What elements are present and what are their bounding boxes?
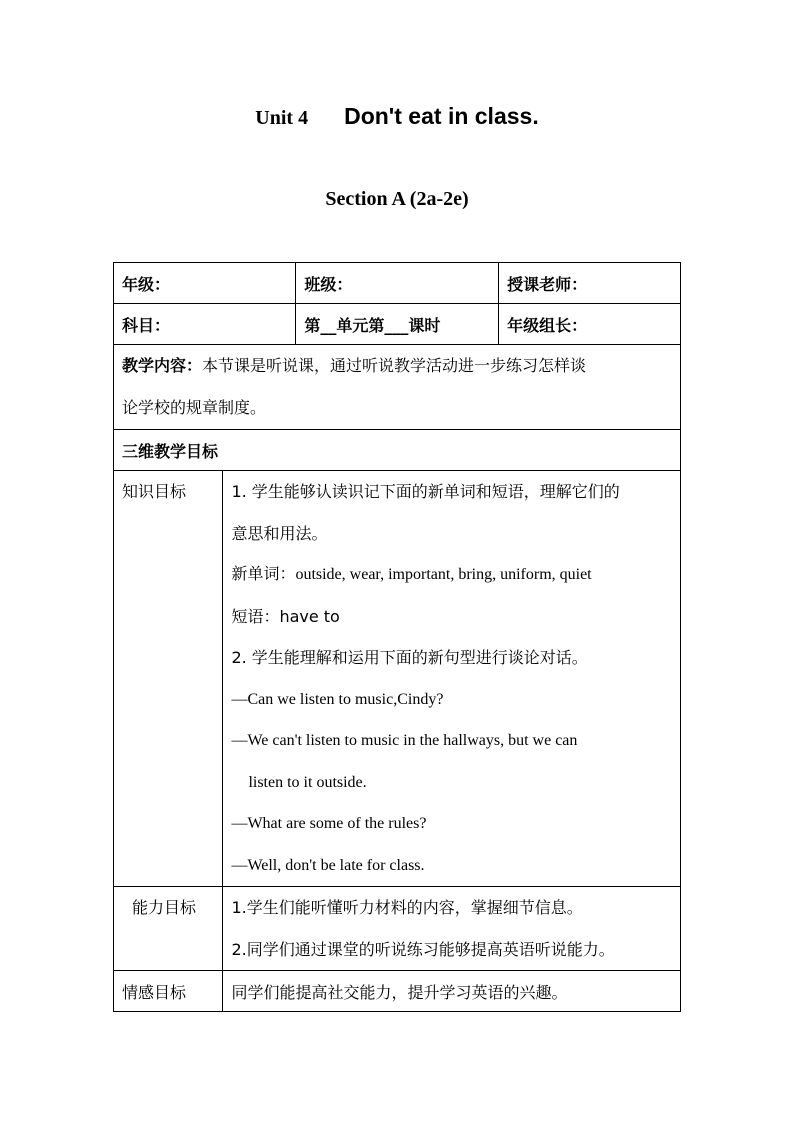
dialogue-line: —What are some of the rules?: [231, 815, 427, 832]
subject-cell: 科目：: [114, 304, 296, 345]
dialogue-line: —Can we listen to music,Cindy?: [231, 690, 444, 708]
lesson-cell: 第__单元第___课时: [296, 304, 499, 345]
dialogue-line: listen to it outside.: [248, 773, 367, 791]
content-row: [114, 345, 681, 430]
knowledge-content: [223, 471, 681, 887]
content-line-1: 本节课是听说课，通过听说教学活动进一步练习怎样谈: [202, 356, 587, 375]
document-title: [0, 103, 794, 130]
group-leader-cell: 年级组长：: [499, 304, 681, 345]
dialogue-line: —Well, don't be late for class.: [231, 856, 425, 874]
new-words-text: 新单词：outside, wear, important, bring, uniform, quiet: [231, 566, 592, 583]
section-title: Section A (2a-2e): [325, 188, 469, 210]
knowledge-line: 短语：have to: [231, 606, 340, 626]
lesson-plan-table: [113, 262, 681, 1012]
knowledge-line: [231, 554, 672, 596]
knowledge-row: [114, 471, 681, 887]
teacher-cell: 授课老师：: [499, 263, 681, 304]
content-label: 教学内容：: [122, 356, 203, 375]
ability-content: [223, 887, 681, 971]
ability-line: 2.同学们通过课堂的听说练习能够提高英语听说能力。: [231, 939, 615, 959]
emotion-content: 同学们能提高社交能力，提升学习英语的兴趣。: [223, 971, 681, 1012]
emotion-row: [114, 971, 681, 1012]
ability-row: [114, 887, 681, 971]
info-row-2: [114, 304, 681, 345]
grade-cell: 年级：: [114, 263, 296, 304]
ability-label: 能力目标: [114, 887, 223, 971]
knowledge-line: 2. 学生能理解和运用下面的新句型进行谈论对话。: [231, 648, 588, 667]
class-cell: 班级：: [296, 263, 499, 304]
unit-label: Unit 4: [255, 107, 309, 129]
ability-line: 1.学生们能听懂听力材料的内容，掌握细节信息。: [231, 898, 583, 917]
dialogue-line: —We can't listen to music in the hallways, but we can: [231, 732, 578, 749]
emotion-label: 情感目标: [114, 971, 223, 1012]
objectives-heading-row: [114, 430, 681, 471]
objectives-heading: 三维教学目标: [114, 430, 681, 471]
knowledge-label: 知识目标: [114, 471, 223, 887]
content-cell: [114, 345, 681, 430]
knowledge-line: 意思和用法。: [231, 523, 328, 543]
content-line-2: 论学校的规章制度。: [122, 398, 267, 417]
knowledge-line: 1. 学生能够认读识记下面的新单词和短语，理解它们的: [231, 482, 620, 501]
lesson-title: Don't eat in class.: [344, 103, 539, 129]
info-row-1: [114, 263, 681, 304]
